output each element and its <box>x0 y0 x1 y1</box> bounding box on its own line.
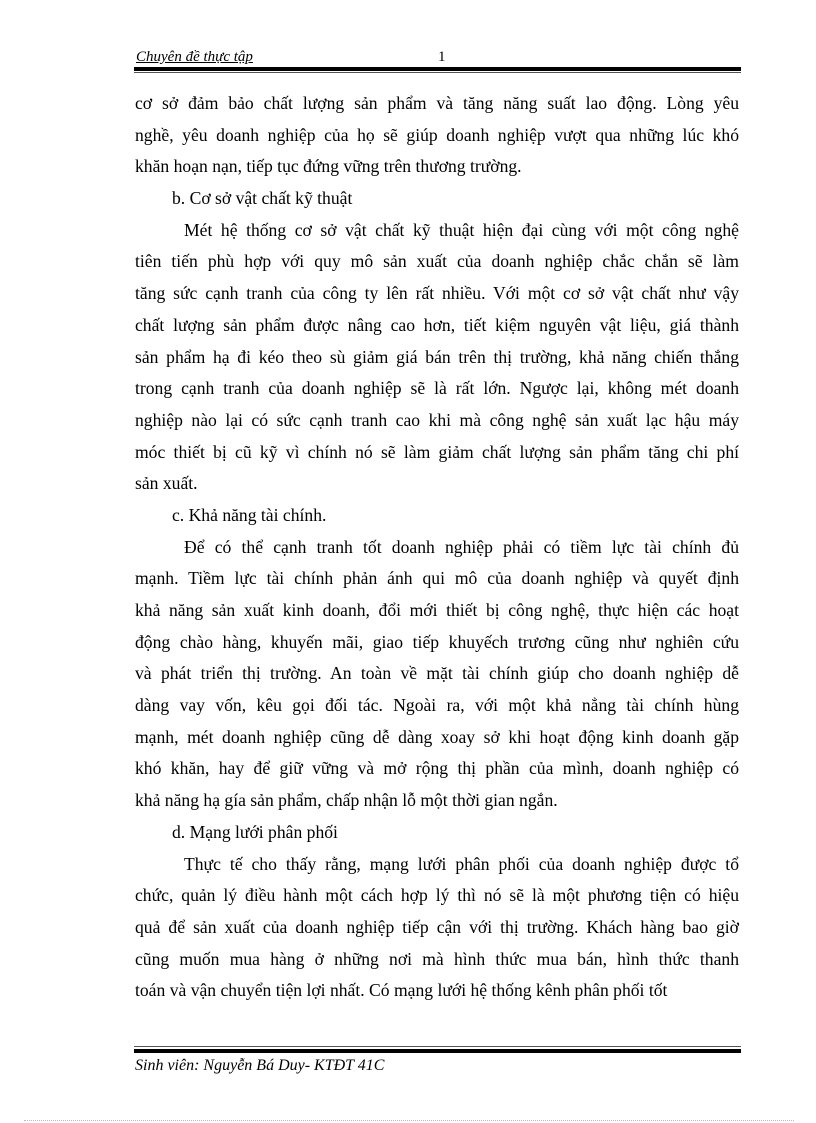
paragraph-line: Mét hệ thống cơ sở vật chất kỹ thuật hiện đại cùng với một công nghệ <box>184 219 739 240</box>
page-boundary-dotted-line <box>24 1120 794 1122</box>
paragraph-line: sản xuất. <box>135 473 198 494</box>
paragraph-line: toán và vận chuyển tiện lợi nhất. Có mạng lưới hệ thống kênh phân phối tốt <box>135 980 668 1001</box>
document-body <box>135 88 739 1007</box>
paragraph-line: trong cạnh tranh của doanh nghiệp sẽ là rất lớn. Ngược lại, không mét doanh <box>135 378 739 399</box>
paragraph-line: động chào hàng, khuyến mãi, giao tiếp khuyếch trương cũng như nghiên cứu <box>135 631 739 652</box>
paragraph-line: nghề, yêu doanh nghiệp của họ sẽ giúp doanh nghiệp vượt qua những lúc khó <box>135 124 739 145</box>
paragraph-line: cơ sở đảm bảo chất lượng sản phẩm và tăng năng suất lao động. Lòng yêu <box>135 93 739 113</box>
paragraph-line: tiên tiến phù hợp với quy mô sản xuất của doanh nghiệp chắc chắn sẽ làm <box>135 251 739 272</box>
paragraph-line: khả năng sản xuất kinh doanh, đổi mới thiết bị công nghệ, thực hiện các hoạt <box>135 600 739 620</box>
page-header <box>134 47 741 69</box>
paragraph-line: khó khăn, hay để giữ vững và mở rộng thị phần của mình, doanh nghiệp có <box>135 758 739 779</box>
header-title: Chuyên đề thực tập <box>136 49 253 65</box>
footer-author: Sinh viên: Nguyễn Bá Duy- KTĐT 41C <box>135 1057 385 1074</box>
paragraph-line: sản phẩm hạ đi kéo theo sù giảm giá bán trên thị trường, khả năng chiến thắng <box>135 346 739 367</box>
section-heading: d. Mạng lưới phân phối <box>172 821 338 842</box>
paragraph-line: chức, quản lý điều hành một cách hợp lý thì nó sẽ là một phương tiện có hiệu <box>135 885 739 906</box>
header-rule-thick <box>134 67 741 71</box>
paragraph-line: tăng sức cạnh tranh của công ty lên rất nhiều. Với một cơ sở vật chất như vậy <box>135 283 739 304</box>
paragraph-line: cũng muốn mua hàng ở những nơi mà hình thức mua bán, hình thức thanh <box>135 948 739 969</box>
header-rule-thin <box>134 72 741 73</box>
section-heading: b. Cơ sở vật chất kỹ thuật <box>172 188 353 209</box>
paragraph-line: Để có thể cạnh tranh tốt doanh nghiệp phải có tiềm lực tài chính đủ <box>184 536 739 557</box>
footer-rule-thin <box>134 1046 741 1047</box>
paragraph-line: nghiệp nào lại có sức cạnh tranh cao khi mà công nghệ sản xuất lạc hậu máy <box>135 409 739 430</box>
paragraph-line: Thực tế cho thấy rằng, mạng lưới phân phối của doanh nghiệp được tổ <box>184 853 739 874</box>
footer-rule-thick <box>134 1049 741 1053</box>
paragraph-line: dàng vay vốn, kêu gọi đối tác. Ngoài ra, với một khả nẳng tài chính hùng <box>135 695 739 716</box>
paragraph-line: móc thiết bị cũ kỹ vì chính nó sẽ làm giảm chất lượng sản phẩm tăng chi phí <box>135 441 739 462</box>
paragraph-line: mạnh. Tiềm lực tài chính phản ánh qui mô của doanh nghiệp và quyết định <box>135 568 739 589</box>
paragraph-line: quả để sản xuất của doanh nghiệp tiếp cận với thị trường. Khách hàng bao giờ <box>135 916 739 937</box>
page-number: 1 <box>438 49 446 65</box>
paragraph-line: và phát triển thị trường. An toàn về mặt tài chính giúp cho doanh nghiệp dễ <box>135 663 739 684</box>
paragraph-line: chất lượng sản phẩm được nâng cao hơn, tiết kiệm nguyên vật liệu, giá thành <box>135 314 739 335</box>
section-heading: c. Khả năng tài chính. <box>172 504 327 525</box>
paragraph-line: mạnh, mét doanh nghiệp cũng dễ dàng xoay sở khi hoạt động kinh doanh gặp <box>135 726 739 747</box>
paragraph-line: khả năng hạ gía sản phẩm, chấp nhận lỗ một thời gian ngắn. <box>135 790 558 811</box>
paragraph-line: khăn hoạn nạn, tiếp tục đứng vững trên thương trường. <box>135 156 522 177</box>
